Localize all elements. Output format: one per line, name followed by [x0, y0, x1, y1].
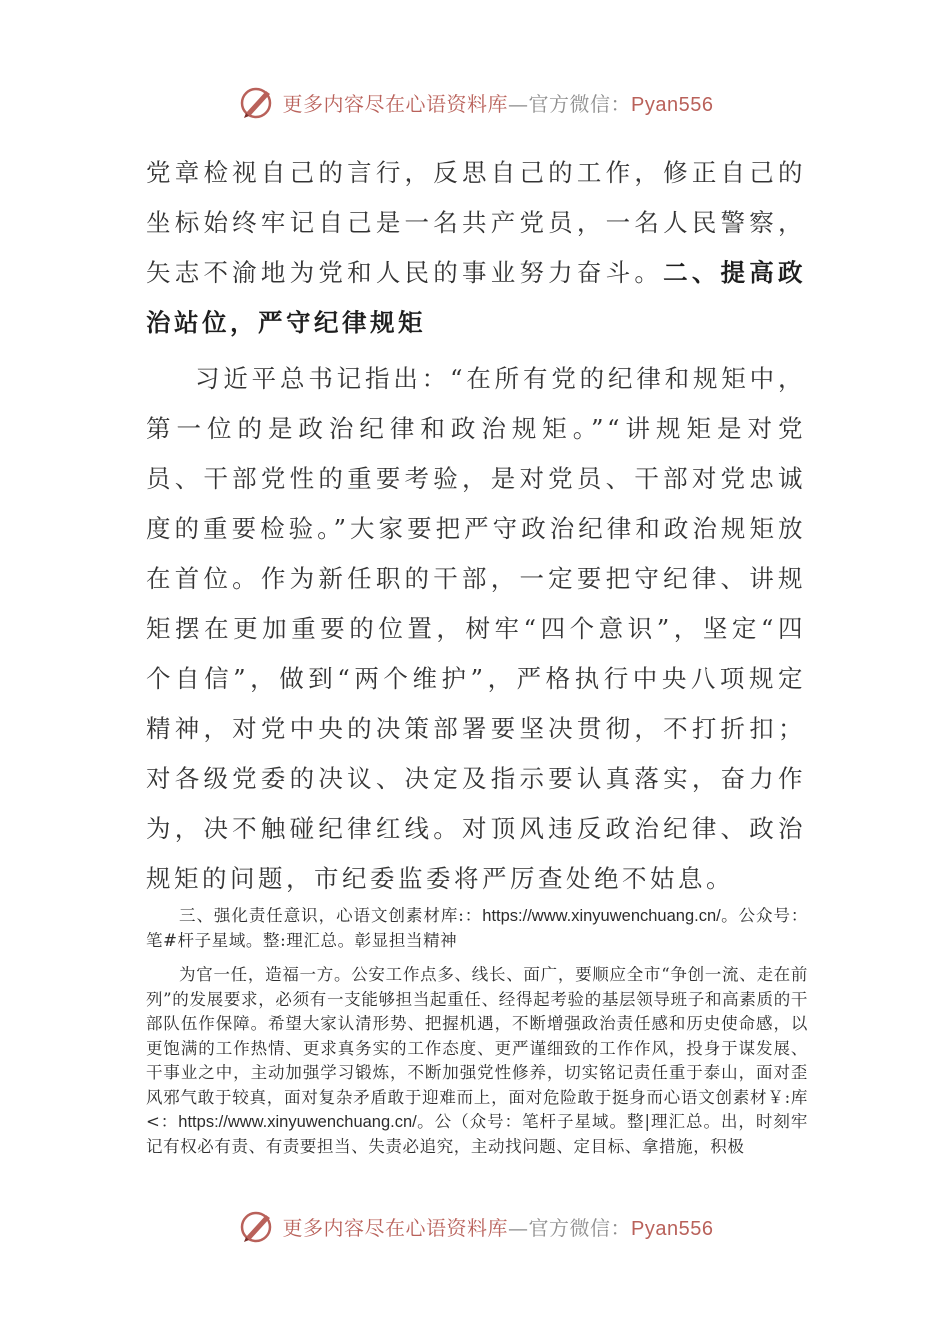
section-heading-2: 二、提高政治站位，严守纪律规矩	[146, 258, 807, 337]
document-body-small	[146, 904, 808, 1159]
pen-logo-icon	[237, 1206, 277, 1246]
pen-logo-icon	[237, 82, 277, 122]
document-body-large	[146, 148, 806, 904]
banner-text: 更多内容尽在心语资料库—官方微信：Pyan556	[282, 1215, 714, 1240]
paragraph-responsibility: 为官一任，造福一方。公安工作点多、线长、面广，要顺应全市“争创一流、走在前列”的发展要求，必须有一支能够担当起重任、经得起考验的基层领导班子和高素质的干部队伍作保障。希望大家认清形势、把握机遇，不断增强政治责任感和历史使命感，以更饱满的工作热情、更求真务实的工作态度、更严谨细致的工作作风，投身于谋发展、干事业之中，主动加强学习锻炼，不断加强党性修养，切实铭记责任重于泰山，面对歪风邪气敢于较真，面对复杂矛盾敢于迎难而上，面对危险敢于挺身而心语文创素材￥:库<：https://www.xinyuwenchuang.cn/。公（众号：笔杆子星域。整|理汇总。出，时刻牢记有权必有责、有责要担当、失责必追究，主动找问题、定目标、拿措施，积极	[146, 965, 808, 1156]
banner-text: 更多内容尽在心语资料库—官方微信：Pyan556	[282, 91, 714, 116]
paragraph-intro: 党章检视自己的言行，反思自己的工作，修正自己的坐标始终牢记自己是一名共产党员，一名人民警察，矢志不渝地为党和人民的事业努力奋斗。二、提高政治站位，严守纪律规矩	[146, 158, 807, 337]
paragraph-discipline: 习近平总书记指出：“在所有党的纪律和规矩中，第一位的是政治纪律和政治规矩。”“讲规矩是对党员、干部党性的重要考验，是对党员、干部对党忠诚度的重要检验。”大家要把严守政治纪律和政治规矩放在首位。作为新任职的干部，一定要把守纪律、讲规矩摆在更加重要的位置，树牢“四个意识”，坚定“四个自信”，做到“两个维护”，严格执行中央八项规定精神，对党中央的决策部署要坚决贯彻，不打折扣；对各级党委的决议、决定及指示要认真落实，奋力作为，决不触碰纪律红线。对顶风违反政治纪律、政治规矩的问题，市纪委监委将严厉查处绝不姑息。	[146, 364, 806, 893]
paragraph-section-3-heading: 三、强化责任意识，心语文创素材库:：https://www.xinyuwenchuang.cn/。公众号：笔#杆子星域。整:理汇总。彰显担当精神	[146, 906, 809, 950]
header-watermark-banner	[0, 78, 950, 126]
footer-watermark-banner	[0, 1202, 950, 1250]
